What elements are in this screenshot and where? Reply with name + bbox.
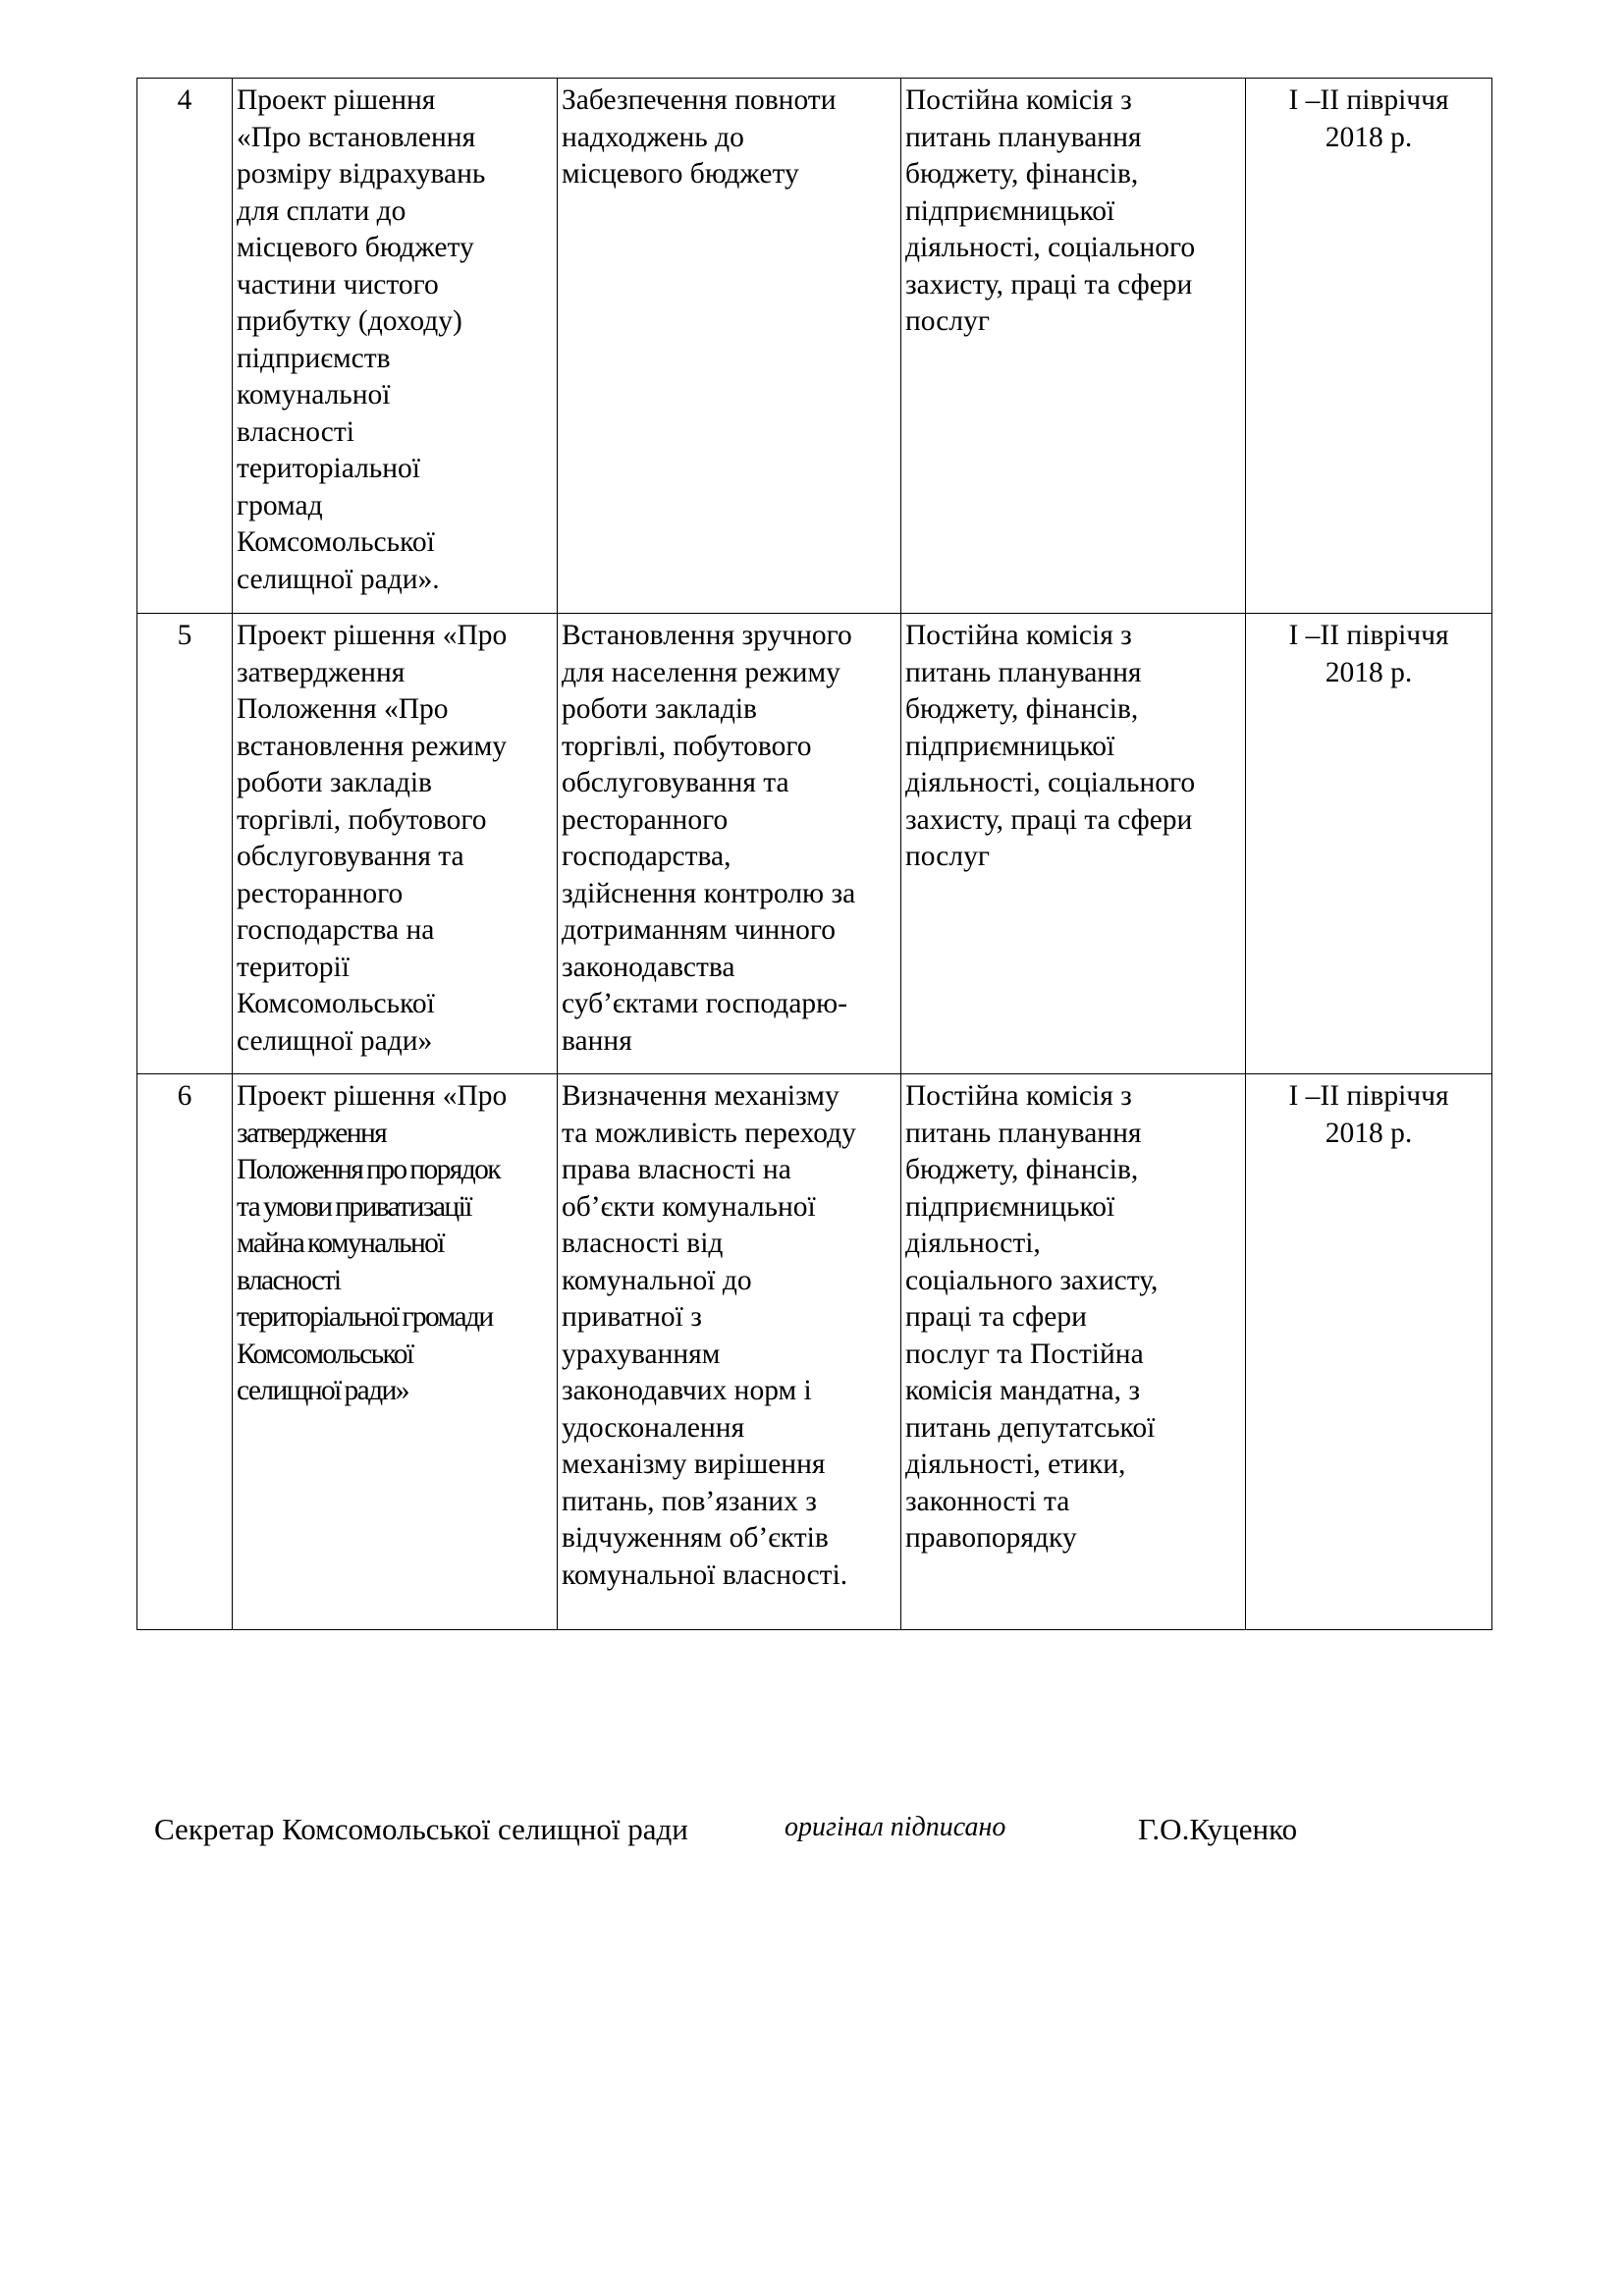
decision-title-rest: затвердження Положення про порядок та умови приватизації майна комунальної власності територіальної громади Комсомольської селищної ради» xyxy=(237,1117,501,1406)
goal-text: Забезпечення повноти надходжень до місцевого бюджету xyxy=(562,84,837,190)
plan-table xyxy=(136,78,1492,1630)
decision-title-cell xyxy=(233,614,558,1074)
table-row xyxy=(137,1074,1492,1630)
goal-text: Встановлення зручного для населення режиму роботи закладів торгівлі, побутового обслуговування та ресторанного господарства, здійснення контролю за дотриманням чинного законодавства суб’єктами господарю- вання xyxy=(562,620,856,1057)
decision-title-cell xyxy=(233,79,558,614)
signature-note: оригінал підписано xyxy=(785,1812,1006,1842)
decision-title-cell xyxy=(233,1074,558,1630)
goal-cell xyxy=(558,614,901,1074)
signatory-name: Г.О.Куценко xyxy=(1138,1812,1298,1846)
decision-title: Проект рішення «Про затвердження Положення «Про встановлення режиму роботи закладів торгівлі, побутового обслуговування та ресторанного господарства на території Комсомольської селищної ради» xyxy=(237,620,508,1057)
goal-cell xyxy=(558,1074,901,1630)
decision-title: Проект рішення «Про встановлення розміру відрахувань для сплати до місцевого бюджету частини чистого прибутку (доходу) підприємств комунальної власності територіальної громад Комсомольської селищної ради». xyxy=(237,84,486,595)
responsible-cell xyxy=(901,614,1246,1074)
term-cell xyxy=(1246,614,1492,1074)
signatory-position: Секретар Комсомольської селищної ради xyxy=(154,1812,688,1846)
row-number: 5 xyxy=(137,614,233,1074)
responsible-cell xyxy=(901,79,1246,614)
responsible-cell xyxy=(901,1074,1246,1630)
term-text: І –ІІ півріччя 2018 р. xyxy=(1288,84,1449,153)
responsible-text: Постійна комісія з питань планування бюджету, фінансів, підприємницької діяльності, соціального захисту, праці та сфери послуг xyxy=(905,84,1196,337)
responsible-text: Постійна комісія з питань планування бюджету, фінансів, підприємницької діяльності, соціального захисту, праці та сфери послуг та Постійна комісія мандатна, з питань депутатської діяльності, етики, законності та правопорядку xyxy=(905,1080,1159,1554)
signature-block xyxy=(0,1812,1624,1851)
decision-title-first-line: Проект рішення «Про xyxy=(237,1080,508,1112)
term-text: І –ІІ півріччя 2018 р. xyxy=(1288,1080,1449,1149)
responsible-text: Постійна комісія з питань планування бюджету, фінансів, підприємницької діяльності, соціального захисту, праці та сфери послуг xyxy=(905,620,1196,872)
term-text: І –ІІ півріччя 2018 р. xyxy=(1288,620,1449,688)
table-row xyxy=(137,614,1492,1074)
goal-text: Визначення механізму та можливість переходу права власності на об’єкти комунальної власності від комунальної до приватної з урахуванням законодавчих норм і удосконалення механізму вирішення питань, пов’язаних з відчуженням об’єктів комунальної власності. xyxy=(562,1080,856,1591)
row-number: 6 xyxy=(137,1074,233,1630)
table-row xyxy=(137,79,1492,614)
term-cell xyxy=(1246,1074,1492,1630)
row-number: 4 xyxy=(137,79,233,614)
goal-cell xyxy=(558,79,901,614)
term-cell xyxy=(1246,79,1492,614)
